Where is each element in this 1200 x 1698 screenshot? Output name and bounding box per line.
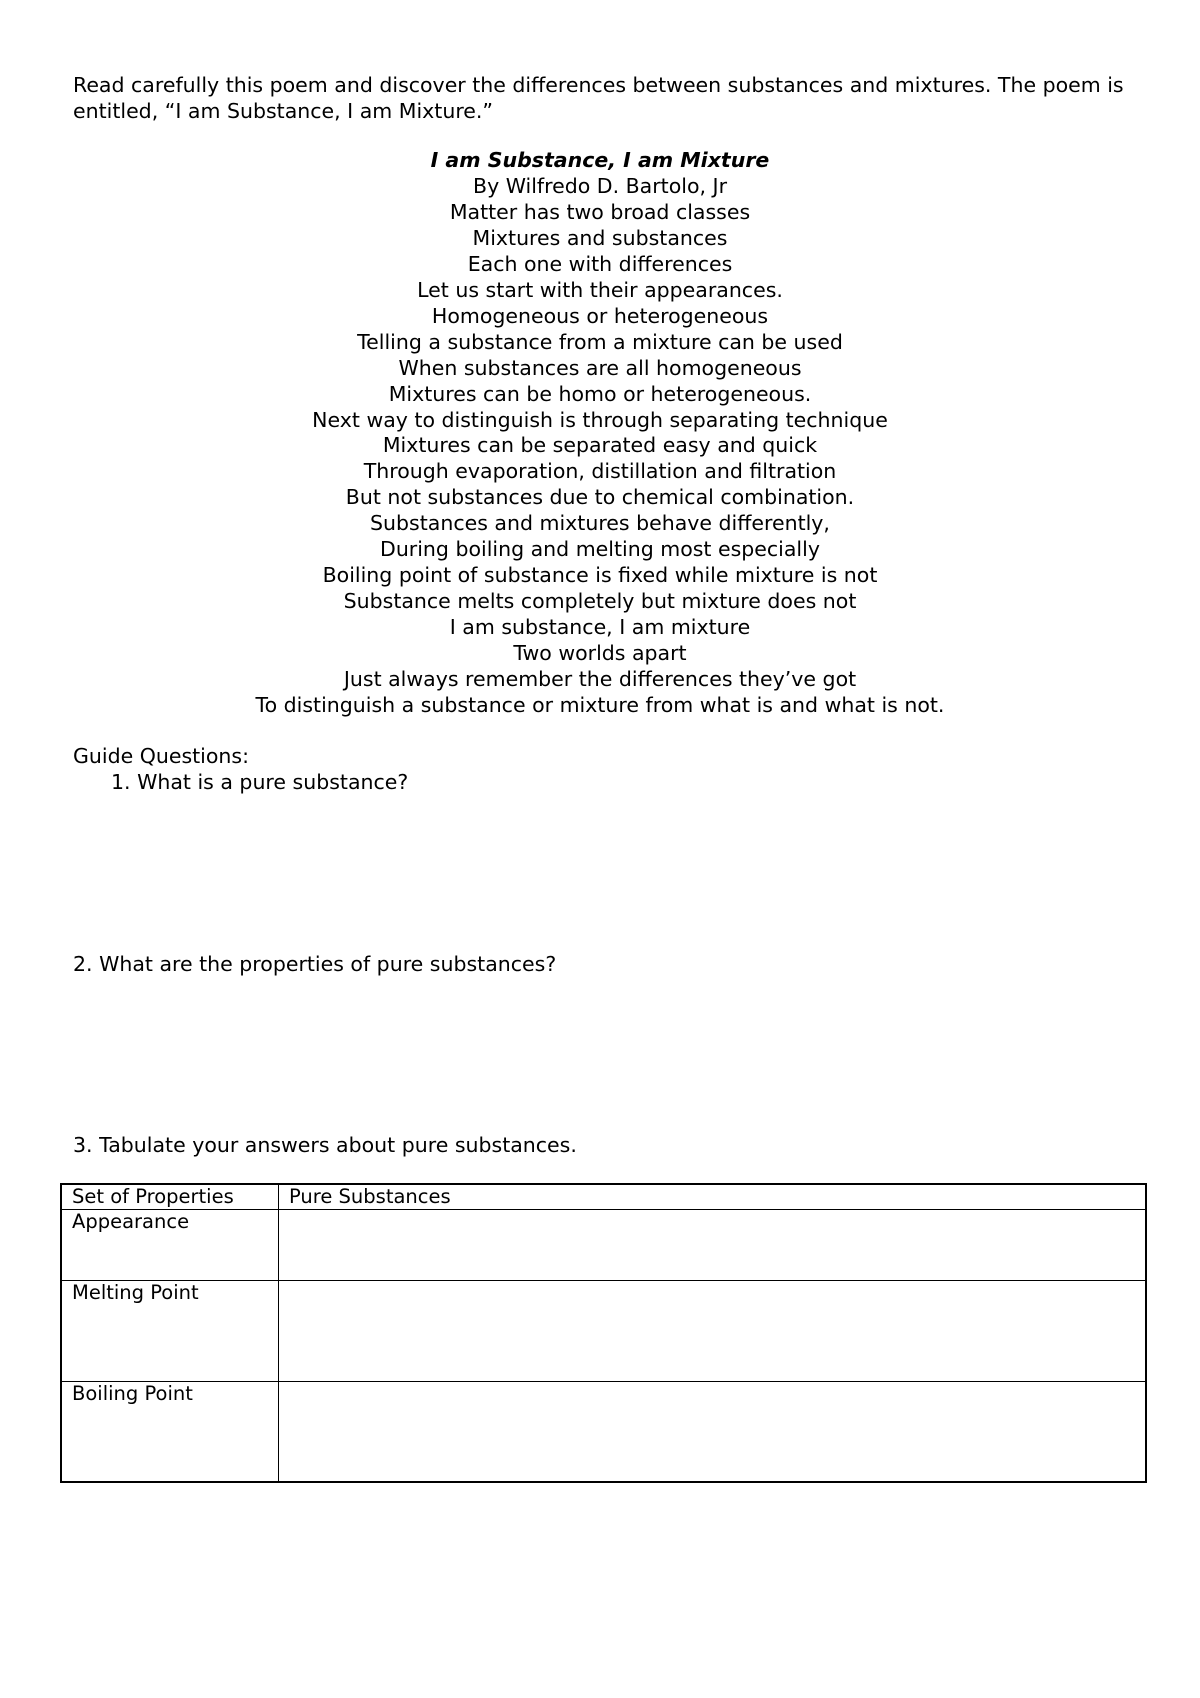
row-label-appearance: Appearance: [61, 1210, 279, 1281]
poem-author: By Wilfredo D. Bartolo, Jr: [473, 173, 727, 198]
header-set-of-properties: Set of Properties: [61, 1184, 279, 1210]
poem-title: I am Substance, I am Mixture: [430, 148, 770, 172]
poem: [0, 148, 1200, 719]
answer-cell-melting-point[interactable]: [279, 1281, 1147, 1382]
poem-line: Mixtures and substances: [472, 225, 728, 250]
row-label-boiling-point: Boiling Point: [61, 1382, 279, 1483]
table-row: [61, 1210, 1146, 1281]
poem-line: Through evaporation, distillation and filtration: [363, 459, 837, 484]
table-row: [61, 1382, 1146, 1483]
poem-line: Let us start with their appearances.: [417, 277, 783, 302]
question-2: 2. What are the properties of pure substances?: [73, 952, 557, 976]
poem-line: Homogeneous or heterogeneous: [431, 303, 769, 328]
poem-line: Next way to distinguish is through separating technique: [312, 407, 888, 432]
poem-line: Matter has two broad classes: [449, 199, 751, 224]
answer-cell-boiling-point[interactable]: [279, 1382, 1147, 1483]
question-1: 1. What is a pure substance?: [111, 770, 409, 794]
poem-line: Substance melts completely but mixture does not: [343, 589, 857, 614]
poem-line: During boiling and melting most especially: [380, 537, 820, 562]
guide-questions-label: Guide Questions:: [73, 744, 249, 768]
poem-line: Substances and mixtures behave differently,: [370, 511, 830, 536]
poem-line: Telling a substance from a mixture can be used: [357, 329, 843, 354]
header-pure-substances: Pure Substances: [279, 1184, 1147, 1210]
poem-line: But not substances due to chemical combination.: [345, 485, 855, 510]
poem-line: Just always remember the differences they’ve got: [343, 667, 857, 692]
question-3: 3. Tabulate your answers about pure substances.: [73, 1133, 577, 1157]
poem-line: Two worlds apart: [513, 641, 687, 666]
poem-line: When substances are all homogeneous: [398, 355, 802, 380]
table-row: [61, 1281, 1146, 1382]
poem-line: Boiling point of substance is fixed while mixture is not: [322, 563, 878, 588]
poem-line: I am substance, I am mixture: [449, 615, 751, 640]
answer-cell-appearance[interactable]: [279, 1210, 1147, 1281]
poem-line: Each one with differences: [467, 251, 733, 276]
row-label-melting-point: Melting Point: [61, 1281, 279, 1382]
poem-line: Mixtures can be separated easy and quick: [382, 433, 818, 458]
intro-paragraph: Read carefully this poem and discover the differences between substances and mixtures. The poem is entitled, “I am Substance, I am Mixture.”: [73, 73, 1124, 123]
properties-table: [60, 1183, 1147, 1483]
poem-line: Mixtures can be homo or heterogeneous.: [388, 381, 812, 406]
table-header-row: [61, 1184, 1146, 1210]
poem-line: To distinguish a substance or mixture from what is and what is not.: [255, 693, 945, 718]
